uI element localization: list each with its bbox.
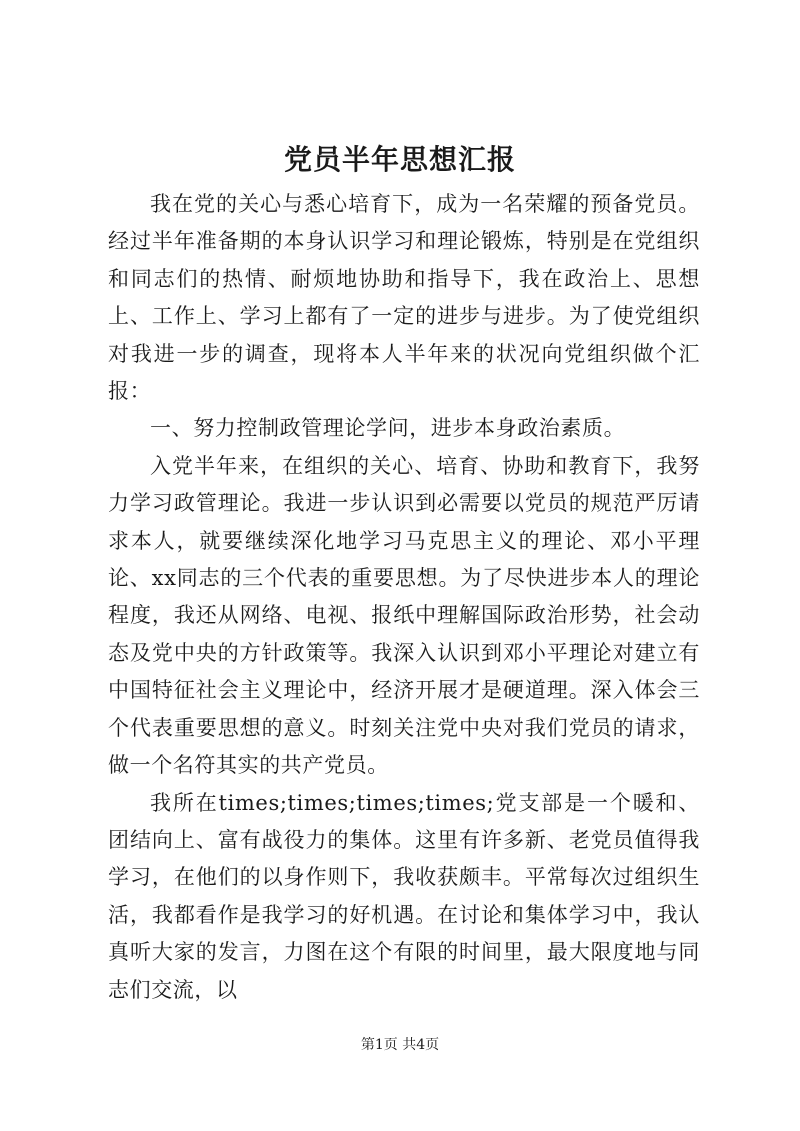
paragraph-branch-collective: 我所在times;times;times;times;党支部是一个暖和、团结向上、富有战役力的集体。这里有许多新、老党员值得我学习，在他们的以身作则下，我收获颇丰。平常每次过组织生活，我都看作是我学习的好机遇。在讨论和集体学习中，我认真听大家的发言，力图在这个有限的时间里，最大限度地与同志们交流，以	[108, 790, 700, 1002]
paragraph-section-heading: 一、努力控制政管理论学问，进步本身政治素质。	[150, 416, 626, 441]
document-title: 党员半年思想汇报	[283, 143, 516, 176]
paragraph-intro: 我在党的关心与悉心培育下，成为一名荣耀的预备党员。经过半年准备期的本身认识学习和理论锻炼，特别是在党组织和同志们的热情、耐烦地协助和指导下，我在政治上、思想上、工作上、学习上都有了一定的进步与进步。为了使党组织对我进一步的调查，现将本人半年来的状况向党组织做个汇报：	[108, 192, 700, 404]
document-body	[108, 186, 700, 1009]
paragraph-theory-study: 入党半年来，在组织的关心、培育、协助和教育下，我努力学习政管理论。我进一步认识到必需要以党员的规范严厉请求本人，就要继续深化地学习马克思主义的理论、邓小平理论、xx同志的三个代表的重要思想。为了尽快进步本人的理论程度，我还从网络、电视、报纸中理解国际政治形势，社会动态及党中央的方针政策等。我深入认识到邓小平理论对建立有中国特征社会主义理论中，经济开展才是硬道理。深入体会三个代表重要思想的意义。时刻关注党中央对我们党员的请求，做一个名符其实的共产党员。	[108, 453, 700, 778]
page-number-footer: 第1页 共4页	[360, 1037, 440, 1053]
